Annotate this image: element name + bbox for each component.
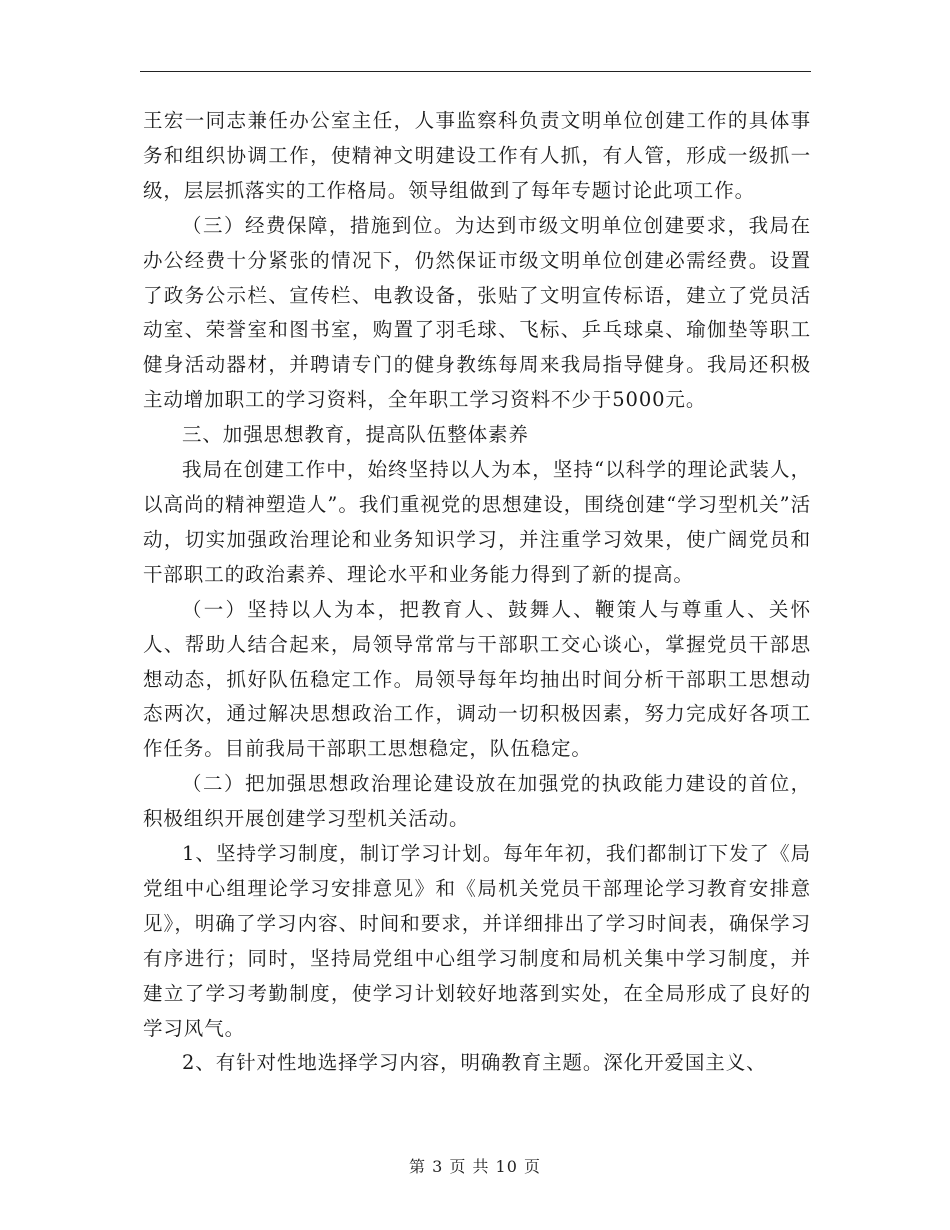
paragraph: 王宏一同志兼任办公室主任，人事监察科负责文明单位创建工作的具体事务和组织协调工作，使精神文明建设工作有人抓，有人管，形成一级抓一级，层层抓落实的工作格局。领导组做到了每年专题讨论此项工作。 bbox=[143, 109, 811, 202]
paragraph: 我局在创建工作中，始终坚持以人为本，坚持“以科学的理论武装人，以高尚的精神塑造人”。我们重视党的思想建设，围绕创建“学习型机关”活动，切实加强政治理论和业务知识学习，并注重学习效果，使广阔党员和干部职工的政治素养、理论水平和业务能力得到了新的提高。 bbox=[143, 458, 811, 586]
paragraph: 2、有针对性地选择学习内容，明确教育主题。深化开爱国主义、 bbox=[182, 1051, 767, 1075]
paragraph: （一）坚持以人为本，把教育人、鼓舞人、鞭策人与尊重人、关怀人、帮助人结合起来，局领导常常与干部职工交心谈心，掌握党员干部思想动态，抓好队伍稳定工作。局领导每年均抽出时间分析干部职工思想动态两次，通过解决思想政治工作，调动一切积极因素，努力完成好各项工作任务。目前我局干部职工思想稳定，队伍稳定。 bbox=[143, 597, 811, 761]
document-body bbox=[143, 104, 811, 1081]
section-heading: 三、加强思想教育，提高队伍整体素养 bbox=[182, 423, 529, 447]
header-rule bbox=[140, 71, 811, 72]
page-number: 第 3 页 共 10 页 bbox=[409, 1157, 541, 1176]
paragraph: 1、坚持学习制度，制订学习计划。每年年初，我们都制订下发了《局党组中心组理论学习安排意见》和《局机关党员干部理论学习教育安排意见》，明确了学习内容、时间和要求，并详细排出了学习时间表，确保学习有序进行；同时，坚持局党组中心组学习制度和局机关集中学习制度，并建立了学习考勤制度，使学习计划较好地落到实处，在全局形成了良好的学习风气。 bbox=[143, 842, 811, 1040]
paragraph: （二）把加强思想政治理论建设放在加强党的执政能力建设的首位，积极组织开展创建学习型机关活动。 bbox=[143, 772, 811, 831]
paragraph: （三）经费保障，措施到位。为达到市级文明单位创建要求，我局在办公经费十分紧张的情况下，仍然保证市级文明单位创建必需经费。设置了政务公示栏、宣传栏、电教设备，张贴了文明宣传标语，建立了党员活动室、荣誉室和图书室，购置了羽毛球、飞标、乒乓球桌、瑜伽垫等职工健身活动器材，并聘请专门的健身教练每周来我局指导健身。我局还积极主动增加职工的学习资料，全年职工学习资料不少于5000元。 bbox=[143, 213, 811, 412]
